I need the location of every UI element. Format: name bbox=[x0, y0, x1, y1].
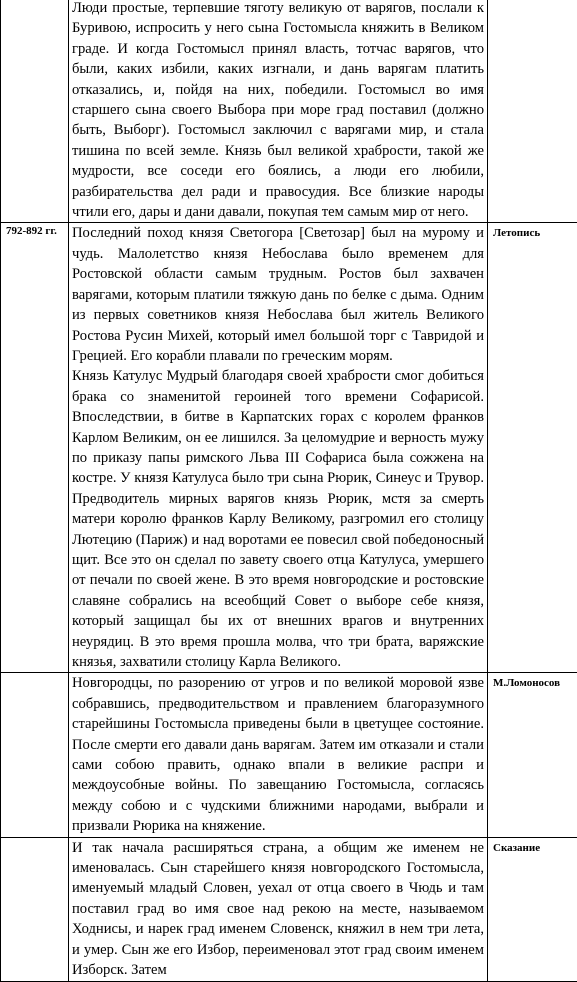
table-row bbox=[1, 673, 577, 837]
source-cell bbox=[488, 0, 577, 223]
source-cell: М.Ломоносов bbox=[488, 673, 577, 837]
text-cell bbox=[69, 673, 488, 837]
source-cell: Летопись bbox=[488, 223, 577, 673]
text-cell bbox=[69, 837, 488, 981]
paragraph: Люди простые, терпевшие тяготу великую от варягов, послали к Буривою, испросить у него сына Гостомысла княжить в Великом граде. И когда Гостомысл принял власть, тотчас варягов, что были, каких избили, каких изгнали, и дань варягам платить отказались, и, пойдя на них, победили. Гостомысл во имя старшего сына своего Выбора при море град поставил (должно быть, Выборг). Гостомысл заключил с варягами мир, и стала тишина по всей земле. Князь был великой храбрости, такой же мудрости, все соседи его боялись, а люди его любили, разбирательства дел ради и правосудия. Все близкие народы чтили его, дары и дани давали, покупая тем самым мир от него. bbox=[72, 0, 484, 222]
date-cell bbox=[1, 837, 69, 981]
source-cell: Сказание bbox=[488, 837, 577, 981]
table-row bbox=[1, 0, 577, 223]
paragraph: Князь Катулус Мудрый благодаря своей храбрости смог добиться брака со знаменитой героиней того времени Софарисой. Впоследствии, в битве в Карпатских горах с королем франков Карлом Великим, он ее лишился. За целомудрие и верность мужу по приказу папы римского Льва III Софариса была сожжена на костре. У князя Катулуса было три сына Рюрик, Синеус и Трувор. Предводитель мирных варягов князь Рюрик, мстя за смерть матери королю франков Карлу Великому, разгромил его столицу Лютецию (Париж) и над воротами ее повесил свой победоносный щит. Все это он сделал по завету своего отца Катулуса, умершего от печали по своей жене. В это время новгородские и ростовские славяне собрались на всеобщий Совет о выборе себе князя, который защищал бы их от внешних врагов и внутренних неурядиц. В это время прошла молва, что три брата, варяжские князья, захватили столицу Карла Великого. bbox=[72, 366, 484, 672]
date-cell bbox=[1, 673, 69, 837]
table-row bbox=[1, 223, 577, 673]
date-cell: 792-892 гг. bbox=[1, 223, 69, 673]
paragraph: И так начала расширяться страна, а общим же именем не именовалась. Сын старейшего князя новгородского Гостомысла, именуемый младый Словен, уехал от отца своего в Чюдь и там поставил град во имя свое над рекою на месте, называемом Ходнисы, и нарек град именем Словенск, княжил в нем три лета, и умер. Сын же его Избор, переименовал этот град своим именем Изборск. Затем bbox=[72, 838, 484, 981]
date-cell bbox=[1, 0, 69, 223]
paragraph: Новгородцы, по разорению от угров и по великой моровой язве собравшись, предводительством и правлением благоразумного старейшины Гостомысла приведены были в цветущее состояние. После смерти его давали дань варягам. Затем им отказали и стали сами собою править, однако впали в великие распри и междоусобные войны. По завещанию Гостомысла, согласясь между собою и с чудскими ближними народами, выбрали и призвали Рюрика на княжение. bbox=[72, 673, 484, 836]
paragraph: Последний поход князя Светогора [Светозар] был на мурому и чудь. Малолетство князя Небослава было временем для Ростовской области самым трудным. Ростов был захвачен варягами, которым платили тяжкую дань по белке с дыма. Одним из первых советников князя Небослава был житель Великого Ростова Русин Михей, который имел большой торг с Тавридой и Грецией. Его корабли плавали по греческим морям. bbox=[72, 223, 484, 366]
text-cell bbox=[69, 0, 488, 223]
table-row bbox=[1, 837, 577, 981]
text-cell bbox=[69, 223, 488, 673]
